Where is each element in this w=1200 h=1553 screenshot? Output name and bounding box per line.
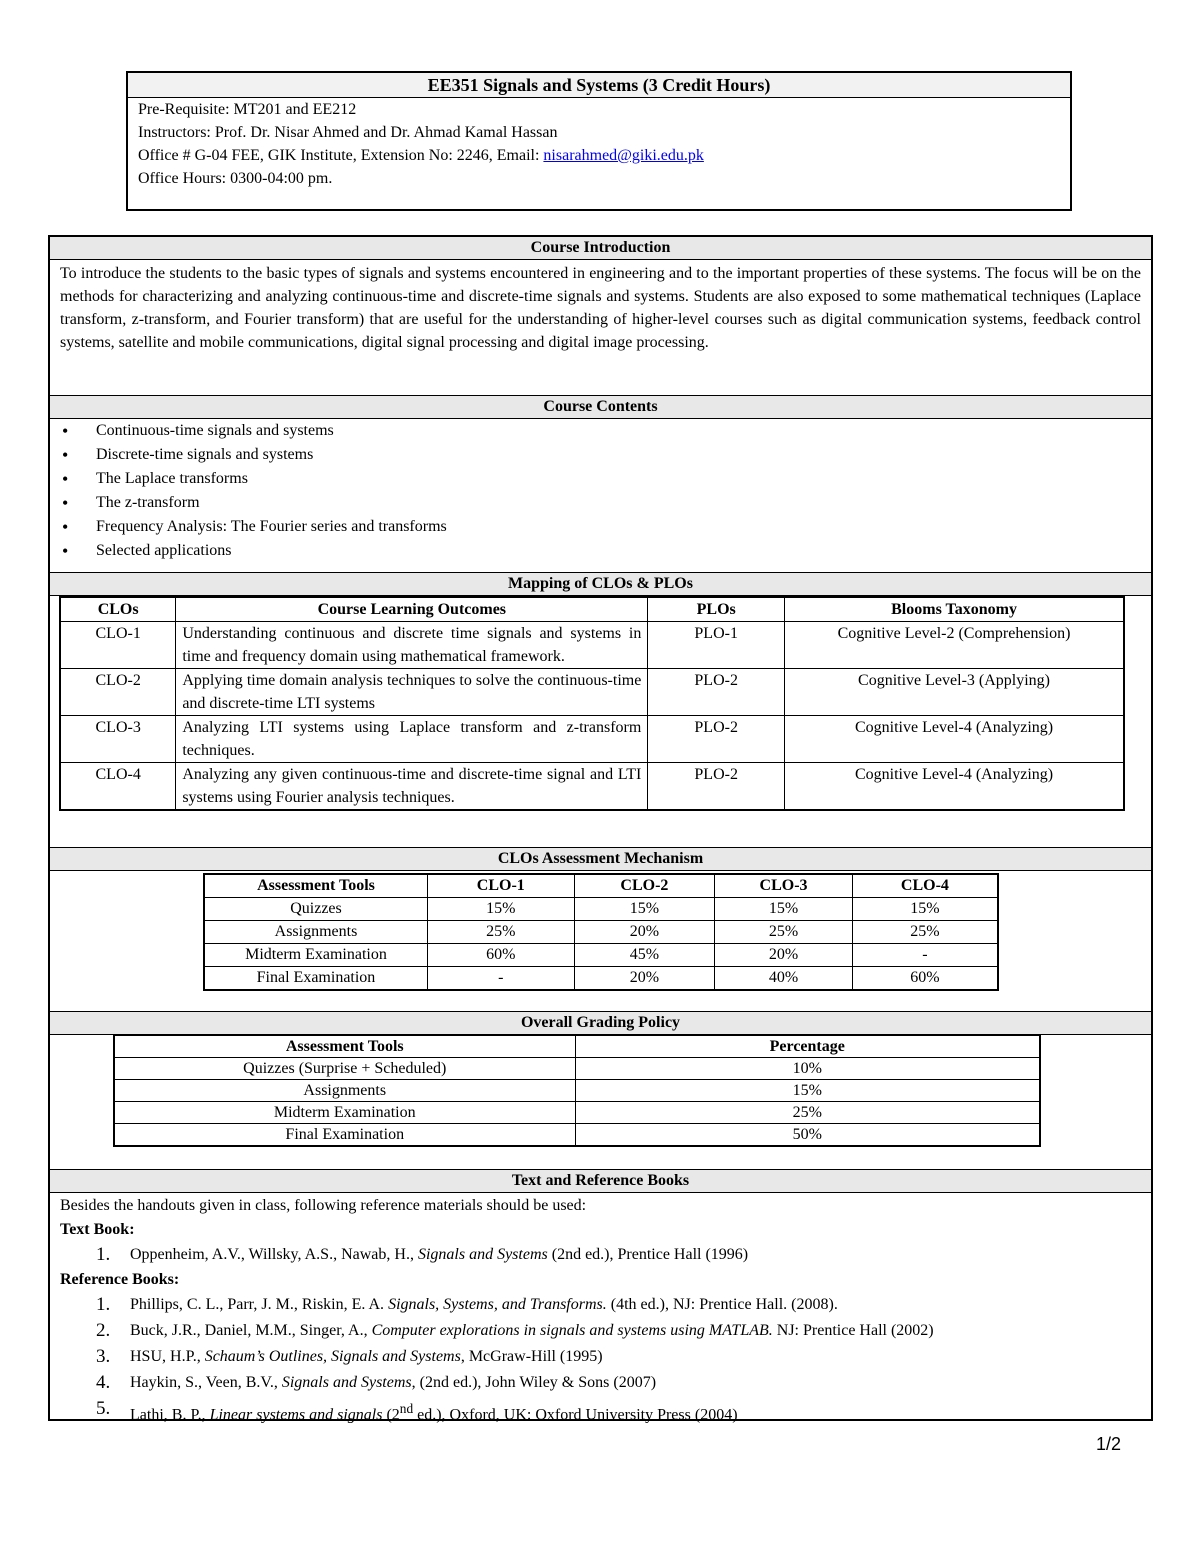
book-number: 2.	[96, 1320, 111, 1341]
table-row	[204, 898, 998, 921]
course-contents-heading: Course Contents	[50, 395, 1151, 419]
table-cell: Cognitive Level-4 (Analyzing)	[785, 763, 1124, 811]
column-header: CLO-4	[852, 874, 998, 898]
table-cell: CLO-1	[60, 622, 176, 669]
table-cell: 10%	[575, 1058, 1040, 1080]
table-row	[114, 1102, 1040, 1124]
book-title: Linear systems and signals	[209, 1406, 383, 1424]
table-cell: 15%	[427, 898, 574, 921]
table-cell: Analyzing LTI systems using Laplace transform and z-transform techniques.	[176, 716, 648, 763]
column-header: CLO-2	[574, 874, 715, 898]
book-item	[60, 1396, 1141, 1422]
table-cell: 25%	[575, 1102, 1040, 1124]
table-cell: Cognitive Level-3 (Applying)	[785, 669, 1124, 716]
table-row	[60, 622, 1124, 669]
book-authors: Phillips, C. L., Parr, J. M., Riskin, E. A.	[130, 1296, 389, 1313]
list-item: • Frequency Analysis: The Fourier series and transforms	[50, 515, 447, 539]
book-item	[60, 1292, 1141, 1318]
table-cell: 60%	[427, 944, 574, 967]
course-introduction-heading: Course Introduction	[50, 237, 1151, 260]
book-item	[60, 1318, 1141, 1344]
book-title: Schaum’s Outlines, Signals and Systems	[204, 1348, 461, 1365]
books-heading: Text and Reference Books	[50, 1169, 1151, 1193]
table-cell: Assignments	[114, 1080, 575, 1102]
book-publisher: , McGraw-Hill (1995)	[460, 1348, 603, 1365]
clo-plo-table	[59, 596, 1125, 811]
book-publisher: NJ: Prentice Hall (2002)	[772, 1322, 934, 1339]
book-publisher: ed.), Oxford, UK: Oxford University Press (2004)	[413, 1406, 738, 1424]
text-book-list	[60, 1242, 1141, 1268]
column-header: Blooms Taxonomy	[785, 597, 1124, 622]
table-cell: Midterm Examination	[114, 1102, 575, 1124]
book-authors: Haykin, S., Veen, B.V.,	[130, 1374, 282, 1391]
column-header: CLO-3	[715, 874, 853, 898]
table-cell: Analyzing any given continuous-time and discrete-time signal and LTI systems using Fourier analysis techniques.	[176, 763, 648, 811]
book-item	[60, 1370, 1141, 1396]
table-cell: Understanding continuous and discrete time signals and systems in time and frequency domain using mathematical framework.	[176, 622, 648, 669]
table-cell: 25%	[852, 921, 998, 944]
table-cell: -	[852, 944, 998, 967]
course-contents-list	[50, 419, 447, 563]
mapping-heading: Mapping of CLOs & PLOs	[50, 572, 1151, 596]
grading-heading: Overall Grading Policy	[50, 1011, 1151, 1035]
table-cell: Cognitive Level-2 (Comprehension)	[785, 622, 1124, 669]
book-title: Signals and Systems	[417, 1246, 548, 1263]
book-number: 1.	[96, 1294, 111, 1315]
books-intro: Besides the handouts given in class, following reference materials should be used:	[60, 1197, 587, 1214]
table-cell: CLO-3	[60, 716, 176, 763]
assessment-heading: CLOs Assessment Mechanism	[50, 847, 1151, 871]
books-section	[60, 1194, 1141, 1422]
table-row	[114, 1058, 1040, 1080]
table-cell: 15%	[575, 1080, 1040, 1102]
table-row	[114, 1124, 1040, 1147]
book-edition: (2	[382, 1406, 400, 1424]
book-edition-sup: nd	[399, 1401, 414, 1416]
book-authors: Lathi, B. P.,	[130, 1406, 210, 1424]
course-introduction-text: To introduce the students to the basic types of signals and systems encountered in engineering and to the important properties of these systems. The focus will be on the methods for characterizing and analyzing continuous-time and discrete-time signals and systems. Students are also exposed to some mathematical techniques (Laplace transform, z-transform, and Fourier transform) that are useful for the understanding of higher-level courses such as digital communication systems, feedback control systems, satellite and mobile communications, digital signal processing and digital image processing.	[60, 265, 1141, 351]
table-cell: 15%	[852, 898, 998, 921]
table-row	[204, 967, 998, 991]
table-cell: PLO-2	[648, 669, 785, 716]
office-text: Office # G-04 FEE, GIK Institute, Extension No: 2246, Email:	[138, 147, 544, 164]
grading-table	[113, 1034, 1041, 1147]
instructors: Instructors: Prof. Dr. Nisar Ahmed and Dr. Ahmad Kamal Hassan	[138, 124, 558, 141]
course-title: EE351 Signals and Systems (3 Credit Hours)	[128, 73, 1070, 98]
column-header: CLOs	[60, 597, 176, 622]
book-item	[60, 1242, 1141, 1268]
table-cell: 45%	[574, 944, 715, 967]
book-publisher: (2nd ed.), Prentice Hall (1996)	[547, 1246, 749, 1263]
column-header: PLOs	[648, 597, 785, 622]
table-cell: Assignments	[204, 921, 427, 944]
table-row	[204, 921, 998, 944]
assessment-table	[203, 873, 999, 991]
course-header-box	[126, 71, 1072, 211]
table-cell: Midterm Examination	[204, 944, 427, 967]
reference-books-label: Reference Books:	[60, 1271, 180, 1288]
office-info	[128, 144, 1070, 167]
email-link[interactable]: nisarahmed@giki.edu.pk	[543, 147, 704, 164]
book-title: Signals and Systems	[281, 1374, 412, 1391]
table-cell: Quizzes (Surprise + Scheduled)	[114, 1058, 575, 1080]
prerequisite: Pre-Requisite: MT201 and EE212	[138, 101, 357, 118]
table-cell: 20%	[574, 921, 715, 944]
table-cell: 25%	[427, 921, 574, 944]
column-header: Assessment Tools	[114, 1035, 575, 1058]
book-item	[60, 1344, 1141, 1370]
table-cell: CLO-4	[60, 763, 176, 811]
list-item: • The z-transform	[50, 491, 447, 515]
page-number: 1/2	[1096, 1434, 1122, 1454]
table-cell: 50%	[575, 1124, 1040, 1147]
text-book-label: Text Book:	[60, 1221, 135, 1238]
list-item: • Discrete-time signals and systems	[50, 443, 447, 467]
table-row	[114, 1080, 1040, 1102]
book-title: Signals, Systems, and Transforms.	[388, 1296, 607, 1313]
reference-book-list	[60, 1292, 1141, 1422]
list-item: • The Laplace transforms	[50, 467, 447, 491]
book-authors: Buck, J.R., Daniel, M.M., Singer, A.,	[130, 1322, 372, 1339]
table-cell: 40%	[715, 967, 853, 991]
column-header: CLO-1	[427, 874, 574, 898]
table-cell: -	[427, 967, 574, 991]
list-item: • Selected applications	[50, 539, 447, 563]
table-cell: PLO-2	[648, 763, 785, 811]
table-cell: Final Examination	[114, 1124, 575, 1147]
book-title: Computer explorations in signals and systems using MATLAB.	[371, 1322, 773, 1339]
table-cell: Final Examination	[204, 967, 427, 991]
book-authors: HSU, H.P.,	[130, 1348, 205, 1365]
book-publisher: , (2nd ed.), John Wiley & Sons (2007)	[411, 1374, 657, 1391]
syllabus-box	[48, 235, 1153, 1424]
table-cell: Quizzes	[204, 898, 427, 921]
book-number: 1.	[96, 1244, 111, 1265]
table-cell: 25%	[715, 921, 853, 944]
table-row	[60, 763, 1124, 811]
office-hours: Office Hours: 0300-04:00 pm.	[138, 170, 333, 187]
book-number: 5.	[96, 1398, 111, 1419]
table-cell: 60%	[852, 967, 998, 991]
table-cell: Cognitive Level-4 (Analyzing)	[785, 716, 1124, 763]
table-cell: PLO-1	[648, 622, 785, 669]
table-cell: 15%	[574, 898, 715, 921]
table-cell: Applying time domain analysis techniques to solve the continuous-time and discrete-time LTI systems	[176, 669, 648, 716]
column-header: Percentage	[575, 1035, 1040, 1058]
book-number: 4.	[96, 1372, 111, 1393]
table-cell: 15%	[715, 898, 853, 921]
table-cell: PLO-2	[648, 716, 785, 763]
table-row	[60, 716, 1124, 763]
table-cell: 20%	[715, 944, 853, 967]
book-authors: Oppenheim, A.V., Willsky, A.S., Nawab, H.,	[130, 1246, 418, 1263]
table-cell: 20%	[574, 967, 715, 991]
column-header: Assessment Tools	[204, 874, 427, 898]
table-row	[204, 944, 998, 967]
table-row	[60, 669, 1124, 716]
column-header: Course Learning Outcomes	[176, 597, 648, 622]
table-cell: CLO-2	[60, 669, 176, 716]
list-item: • Continuous-time signals and systems	[50, 419, 447, 443]
book-number: 3.	[96, 1346, 111, 1367]
book-publisher: (4th ed.), NJ: Prentice Hall. (2008).	[606, 1296, 838, 1313]
